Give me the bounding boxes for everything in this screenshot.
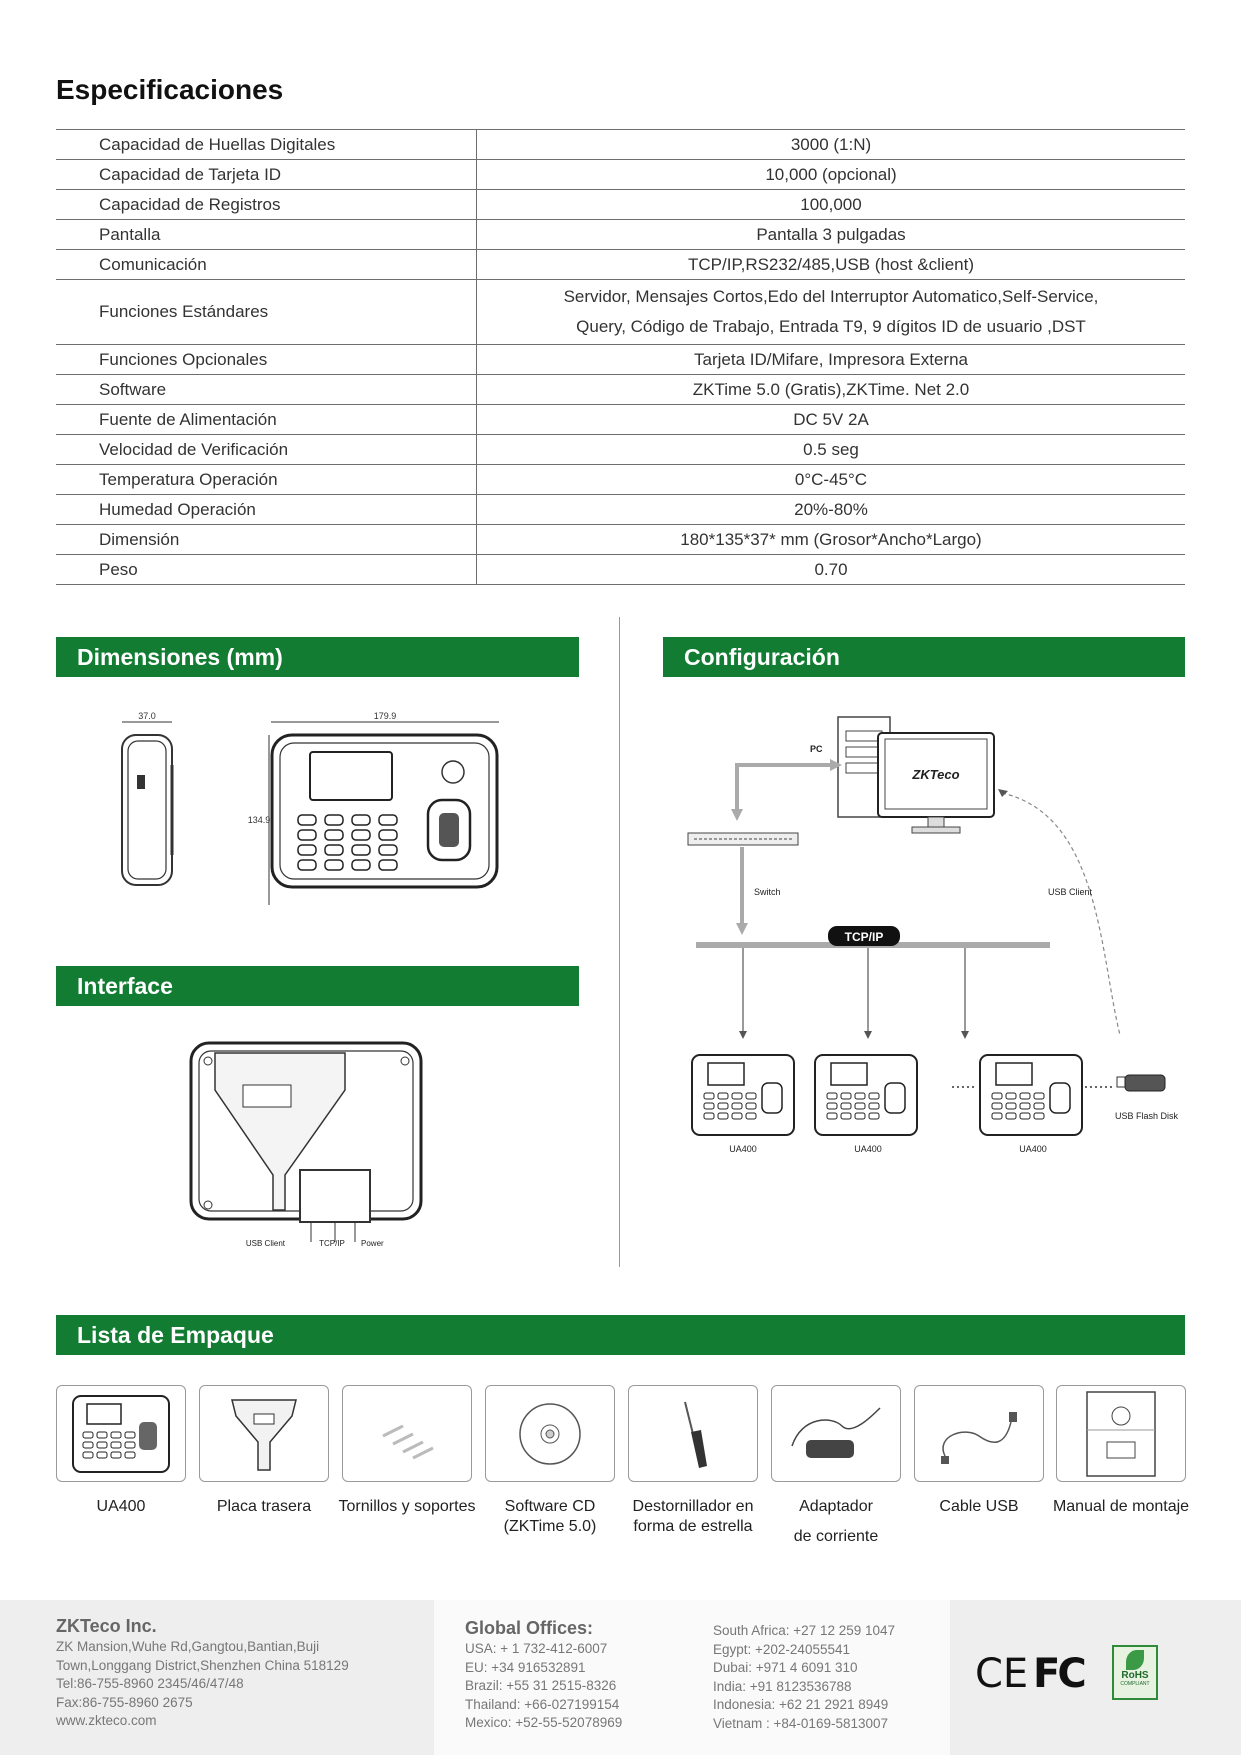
ce-mark: CE	[975, 1651, 1029, 1697]
interface-drawing	[185, 1035, 435, 1250]
screws-icon	[343, 1386, 471, 1481]
spec-label: Dimensión	[56, 525, 477, 555]
spec-label: Capacidad de Tarjeta ID	[56, 160, 477, 190]
spec-label: Fuente de Alimentación	[56, 405, 477, 435]
footer-address: ZK Mansion,Wuhe Rd,Gangtou,Bantian,Buji Town,Longgang District,Shenzhen China 518129 Tel:86-755-8960 2345/46/47/48 Fax:86-755-8960 2675 www.zkteco.com	[56, 1639, 349, 1728]
packing-item-image	[914, 1385, 1044, 1482]
packing-item-label: Destornillador en forma de estrella	[632, 1498, 754, 1535]
back-plate-icon	[200, 1386, 328, 1481]
dim-width-label: 179.9	[373, 711, 397, 721]
spec-label: Capacidad de Huellas Digitales	[56, 130, 477, 160]
spec-row	[56, 405, 1185, 435]
spec-row	[56, 250, 1185, 280]
usb-cable-icon	[915, 1386, 1043, 1481]
ua400-icon	[57, 1386, 185, 1481]
config-device-label: UA400	[729, 1144, 757, 1154]
footer-offices-left: USA: + 1 732-412-6007 EU: +34 916532891 Brazil: +55 31 2515-8326 Thailand: +66-027199154 Mexico: +52-55-52078969	[465, 1641, 623, 1730]
packing-item-image	[485, 1385, 615, 1482]
fcc-mark: FC	[1033, 1651, 1084, 1697]
page-title: Especificaciones	[56, 74, 284, 105]
packing-item-label: Software CD (ZKTime 5.0)	[503, 1498, 597, 1535]
spec-row	[56, 160, 1185, 190]
spec-row	[56, 495, 1185, 525]
config-device-label: UA400	[854, 1144, 882, 1154]
packing-item-image	[628, 1385, 758, 1482]
packing-item-image	[56, 1385, 186, 1482]
packing-item-image	[1056, 1385, 1186, 1482]
spec-value: Pantalla 3 pulgadas	[477, 220, 1186, 250]
spec-table	[56, 129, 1185, 585]
spec-value: 20%-80%	[477, 495, 1186, 525]
spec-value: 3000 (1:N)	[477, 130, 1186, 160]
spec-label: Software	[56, 375, 477, 405]
spec-label: Capacidad de Registros	[56, 190, 477, 220]
spec-row	[56, 130, 1185, 160]
section-bar-dimensions: Dimensiones (mm)	[56, 637, 579, 677]
spec-row	[56, 555, 1185, 585]
spec-row	[56, 345, 1185, 375]
interface-usb-label: USB Client	[245, 1239, 285, 1248]
spec-value: 0.70	[477, 555, 1186, 585]
spec-value: Tarjeta ID/Mifare, Impresora Externa	[477, 345, 1186, 375]
spec-value: 0°C-45°C	[477, 465, 1186, 495]
packing-item-label: Placa trasera	[216, 1498, 312, 1515]
spec-value: TCP/IP,RS232/485,USB (host &client)	[477, 250, 1186, 280]
spec-row	[56, 525, 1185, 555]
spec-row	[56, 190, 1185, 220]
spec-row	[56, 465, 1185, 495]
dim-height-label: 134.9	[247, 815, 271, 825]
cd-icon	[486, 1386, 614, 1481]
spec-value: 180*135*37* mm (Grosor*Ancho*Largo)	[477, 525, 1186, 555]
spec-row	[56, 375, 1185, 405]
spec-row	[56, 435, 1185, 465]
screwdriver-icon	[629, 1386, 757, 1481]
config-brand-logo: ZKTeco	[912, 767, 960, 782]
config-device-label: UA400	[1019, 1144, 1047, 1154]
section-bar-packing: Lista de Empaque	[56, 1315, 1185, 1355]
config-usb-flash-label: USB Flash Disk	[1115, 1111, 1179, 1121]
spec-value: 0.5 seg	[477, 435, 1186, 465]
packing-item-label: UA400	[96, 1498, 146, 1515]
mounting-template-icon	[1057, 1386, 1185, 1481]
column-divider	[619, 617, 620, 1267]
interface-tcpip-label: TCP/IP	[319, 1239, 345, 1248]
power-adapter-icon	[772, 1386, 900, 1481]
dim-depth-label: 37.0	[138, 711, 156, 721]
spec-value: 100,000	[477, 190, 1186, 220]
spec-label: Funciones Estándares	[56, 280, 477, 345]
interface-power-label: Power	[361, 1239, 384, 1248]
config-usb-client-label: USB Client	[1048, 887, 1093, 897]
spec-label: Temperatura Operación	[56, 465, 477, 495]
spec-value: ZKTime 5.0 (Gratis),ZKTime. Net 2.0	[477, 375, 1186, 405]
packing-item-image	[342, 1385, 472, 1482]
leaf-icon	[1126, 1650, 1144, 1670]
section-bar-interface: Interface	[56, 966, 579, 1006]
spec-value: Servidor, Mensajes Cortos,Edo del Interruptor Automatico,Self-Service, Query, Código de Trabajo, Entrada T9, 9 dígitos ID de usuario ,DST	[477, 280, 1186, 345]
spec-label: Velocidad de Verificación	[56, 435, 477, 465]
spec-label: Humedad Operación	[56, 495, 477, 525]
config-switch-label: Switch	[754, 887, 781, 897]
packing-item-image	[199, 1385, 329, 1482]
spec-row	[56, 220, 1185, 250]
configuration-diagram	[680, 705, 1200, 1175]
footer-offices-title: Global Offices:	[465, 1618, 594, 1638]
spec-label: Comunicación	[56, 250, 477, 280]
rohs-badge: RoHS COMPLIANT	[1112, 1645, 1158, 1700]
packing-item-label: Cable USB	[939, 1498, 1019, 1515]
spec-row	[56, 280, 1185, 345]
config-pc-label: PC	[810, 744, 823, 754]
spec-label: Pantalla	[56, 220, 477, 250]
section-bar-configuration: Configuración	[663, 637, 1185, 677]
spec-label: Peso	[56, 555, 477, 585]
packing-item-label: Adaptador de corriente	[793, 1498, 879, 1545]
packing-item-label: Tornillos y soportes	[338, 1498, 476, 1515]
spec-label: Funciones Opcionales	[56, 345, 477, 375]
footer-offices-right: South Africa: +27 12 259 1047 Egypt: +202-24055541 Dubai: +971 4 6091 310 India: +91 8123536788 Indonesia: +62 21 2921 8949 Vietnam : +84-0169-5813007	[713, 1623, 896, 1731]
footer-company: ZKTeco Inc.	[56, 1616, 157, 1636]
spec-value: 10,000 (opcional)	[477, 160, 1186, 190]
config-tcpip-label: TCP/IP	[844, 930, 884, 944]
packing-item-label: Manual de montaje	[1052, 1498, 1190, 1515]
packing-item-image	[771, 1385, 901, 1482]
spec-value: DC 5V 2A	[477, 405, 1186, 435]
dimensions-drawing	[56, 705, 576, 905]
